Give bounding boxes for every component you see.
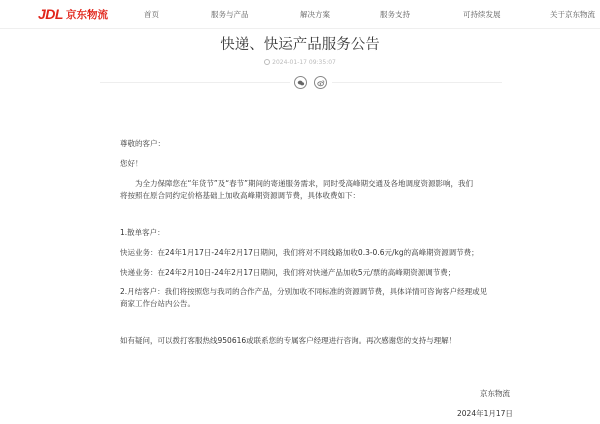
section2-line-1: 2.月结客户：我们将按照您与我司的合作产品，分别加收不同标准的资源调节费，具体详情可咨询客户经理或见: [120, 287, 488, 296]
section2-line-2: 商家工作台站内公告。: [120, 299, 195, 308]
greeting: 尊敬的客户：: [120, 139, 165, 148]
share-weibo-button[interactable]: [314, 76, 327, 89]
signature-date: 2024年1月17日: [457, 409, 513, 418]
section1-title: 1.散单客户：: [120, 228, 165, 237]
logo-text: 京东物流: [65, 8, 108, 21]
nav-item-solutions[interactable]: 解决方案: [300, 10, 330, 19]
top-navbar: [0, 0, 600, 29]
divider-right: [332, 82, 502, 83]
nav-item-service-support[interactable]: 服务支持: [380, 10, 410, 19]
intro-line-2: 将按照在原合同约定价格基础上加收高峰期资源调节费，具体收费如下：: [120, 191, 360, 200]
hello: 您好！: [120, 159, 143, 168]
article-meta: [0, 59, 600, 66]
publish-timestamp: 2024-01-17 09:35:07: [272, 59, 336, 66]
closing-note: 如有疑问，可以拨打客服热线950616或联系您的专属客户经理进行咨询。再次感谢您的支持与理解！: [120, 336, 457, 345]
signature: 京东物流: [480, 389, 510, 398]
section1-express: 快递业务：在24年2月10日-24年2月17日期间，我们将对快递产品加收5元/票的高峰期资源调节费；: [120, 268, 456, 277]
nav-item-about[interactable]: 关于京东物流: [550, 10, 595, 19]
jdl-logo[interactable]: [38, 6, 108, 22]
nav-item-home[interactable]: 首页: [144, 10, 159, 19]
wechat-icon: [297, 79, 305, 87]
section1-freight: 快运业务：在24年1月17日-24年2月17日期间，我们将对不同线路加收0.3-0.6元/kg的高峰期资源调节费；: [120, 248, 479, 257]
nav-item-sustainability[interactable]: 可持续发展: [463, 10, 501, 19]
weibo-icon: [317, 79, 325, 87]
logo-mark: JDL: [38, 6, 63, 22]
divider-left: [100, 82, 290, 83]
share-wechat-button[interactable]: [294, 76, 307, 89]
article-title: 快递、快运产品服务公告: [220, 37, 380, 53]
intro-line-1: 为全力保障您在“年货节”及“春节”期间的寄递服务需求，同时受高峰期交通及各地调度资源影响，我们: [135, 179, 474, 188]
clock-icon: [264, 59, 270, 65]
nav-item-services-products[interactable]: 服务与产品: [211, 10, 249, 19]
